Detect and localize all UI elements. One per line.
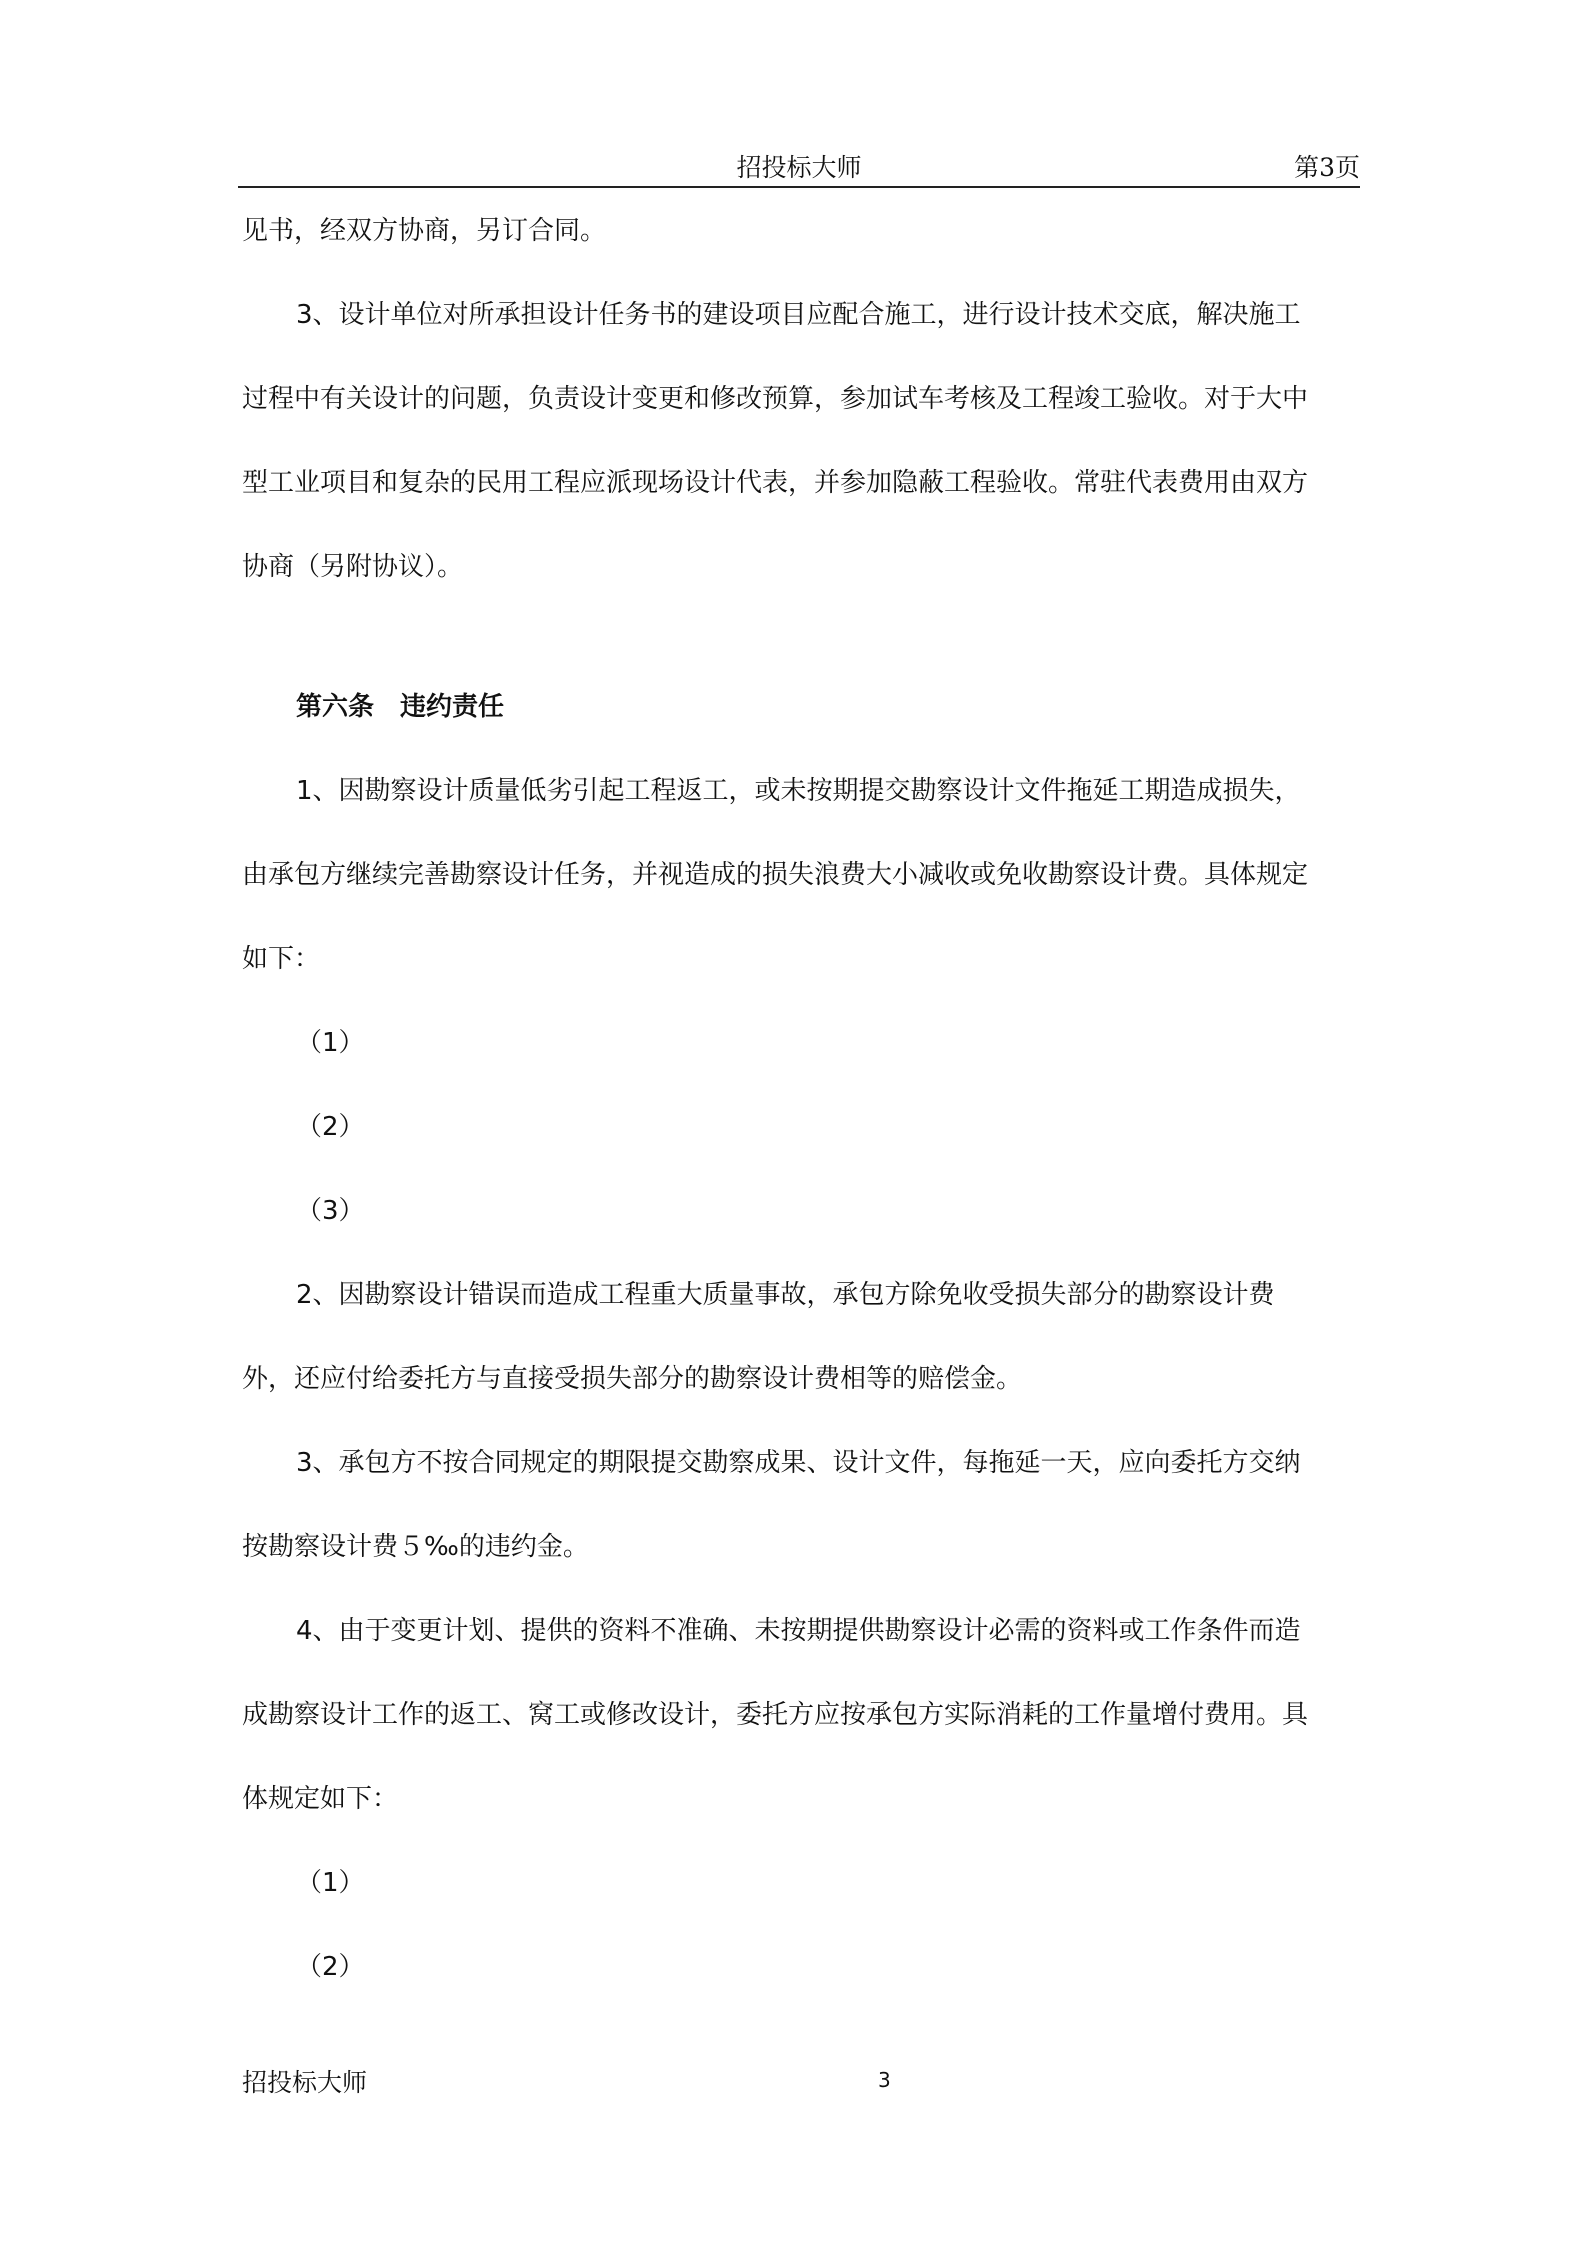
- section-heading: 第六条 违约责任: [296, 692, 505, 722]
- footer-page-number: 3: [878, 2068, 891, 2092]
- body-line: 协商（另附协议）。: [242, 552, 464, 582]
- body-line: 外，还应付给委托方与直接受损失部分的勘察设计费相等的赔偿金。: [242, 1364, 1023, 1394]
- list-item: （2）: [296, 1952, 365, 1982]
- body-line: 如下：: [242, 944, 321, 974]
- body-line: 2、因勘察设计错误而造成工程重大质量事故，承包方除免收受损失部分的勘察设计费: [296, 1280, 1275, 1310]
- body-line: 见书，经双方协商，另订合同。: [242, 216, 607, 246]
- list-item: （1）: [296, 1868, 365, 1898]
- list-item: （3）: [296, 1196, 365, 1226]
- footer-title: 招投标大师: [242, 2068, 368, 2097]
- header-page-label: 第3页: [1294, 153, 1360, 182]
- section-spacer: [242, 619, 1352, 675]
- body-line: 体规定如下：: [242, 1784, 399, 1814]
- list-item: （1）: [296, 1028, 365, 1058]
- list-item: （2）: [296, 1112, 365, 1142]
- document-body: [242, 199, 1352, 2019]
- body-line: 型工业项目和复杂的民用工程应派现场设计代表，并参加隐蔽工程验收。常驻代表费用由双方: [242, 468, 1309, 498]
- body-line: 3、设计单位对所承担设计任务书的建设项目应配合施工，进行设计技术交底，解决施工: [296, 300, 1301, 330]
- body-line: 3、承包方不按合同规定的期限提交勘察成果、设计文件，每拖延一天，应向委托方交纳: [296, 1448, 1301, 1478]
- body-line: 1、因勘察设计质量低劣引起工程返工，或未按期提交勘察设计文件拖延工期造成损失，: [296, 776, 1301, 806]
- body-line: 成勘察设计工作的返工、窝工或修改设计，委托方应按承包方实际消耗的工作量增付费用。具: [242, 1700, 1309, 1730]
- body-line: 4、由于变更计划、提供的资料不准确、未按期提供勘察设计必需的资料或工作条件而造: [296, 1616, 1301, 1646]
- header-title: 招投标大师: [736, 153, 862, 182]
- body-line: 过程中有关设计的问题，负责设计变更和修改预算，参加试车考核及工程竣工验收。对于大中: [242, 384, 1309, 414]
- body-line: 按勘察设计费５‰的违约金。: [242, 1532, 589, 1562]
- body-line: 由承包方继续完善勘察设计任务，并视造成的损失浪费大小减收或免收勘察设计费。具体规定: [242, 860, 1309, 890]
- page-header: [238, 144, 1360, 188]
